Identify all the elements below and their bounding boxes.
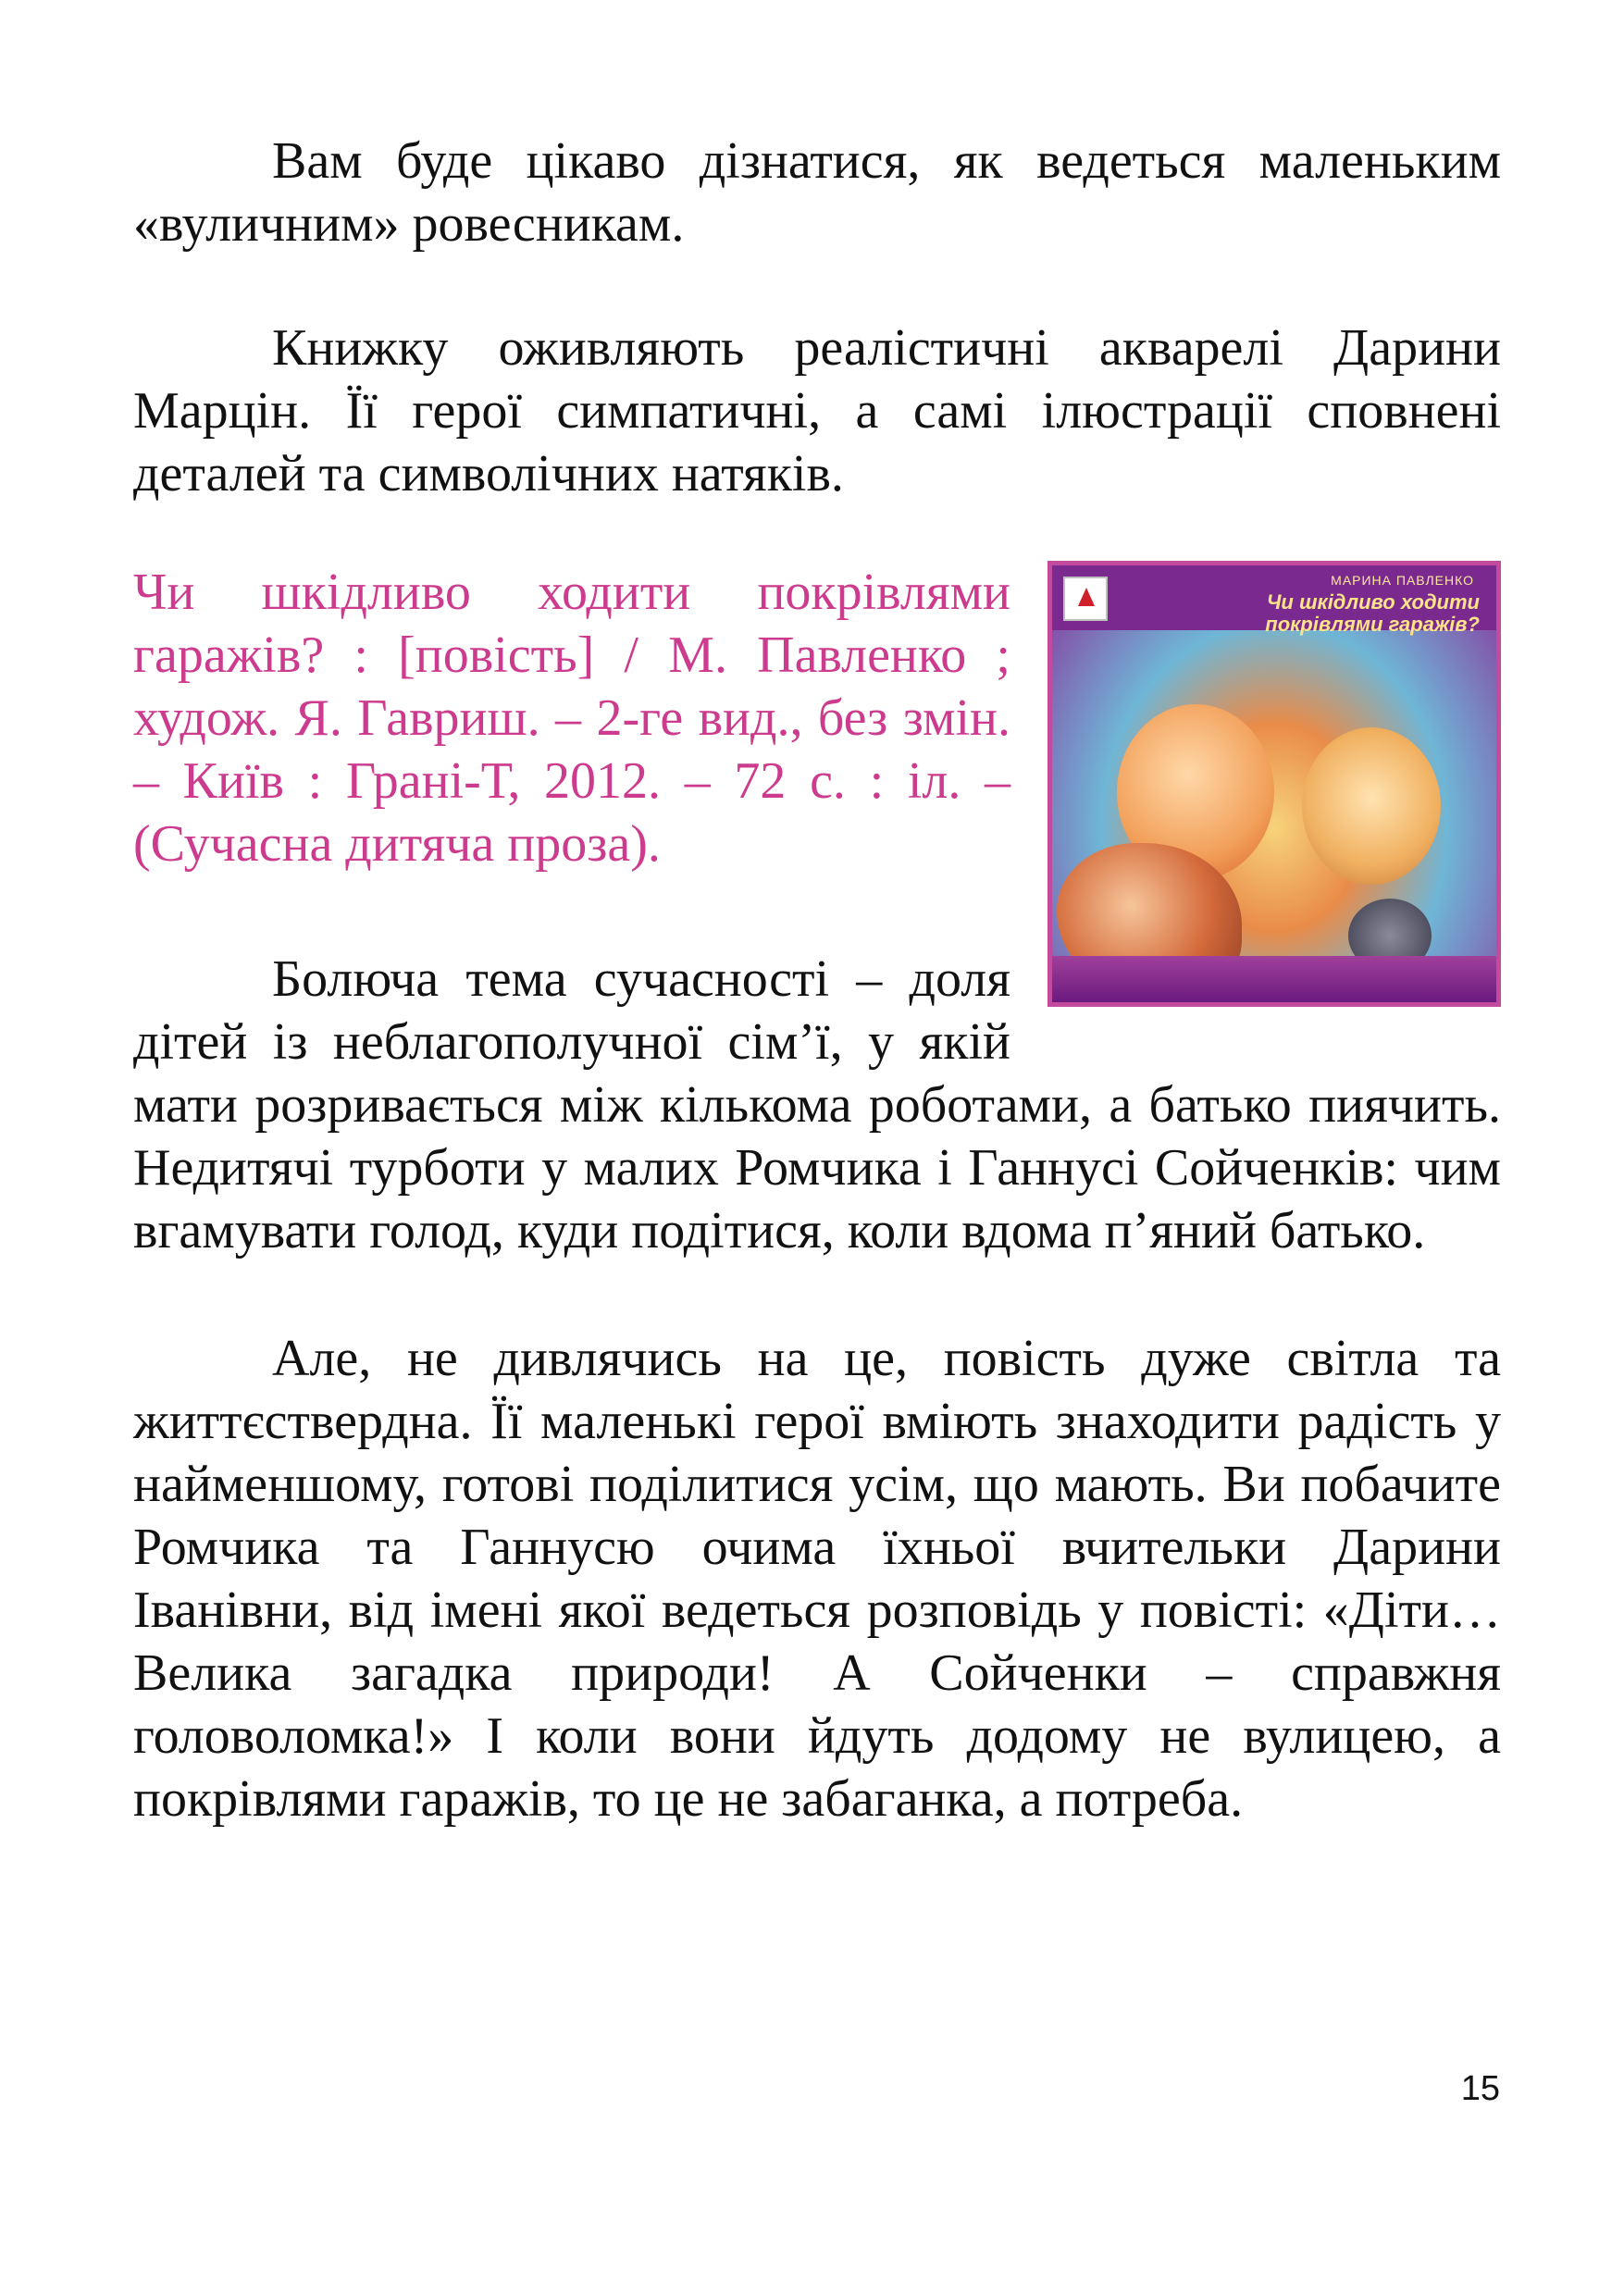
paragraph-intro: Вам буде цікаво дізнатися, як ведеться маленьким «вуличним» ровесникам. (133, 132, 1501, 253)
page-content (133, 130, 1501, 1830)
cover-bottom-band (1052, 956, 1496, 1002)
cover-title: Чи шкідливо ходити покрівлями гаражів? (1265, 590, 1480, 636)
paragraph-bright: Але, не дивлячись на це, повість дуже світла та життєствердна. Її маленькі герої вміють знаходити радість у найменшому, готові поділитися усім, що мають. Ви побачите Ромчика та Ганнусю очима їхньої вчительки Дарини Іванівни, від імені якої ведеться розповідь у повісті: «Діти… Велика загадка природи! А Сойченки – справжня головоломка!» І коли вони йдуть додому не вулицею, а покрівлями гаражів, то це не забаганка, а потреба. (133, 1330, 1501, 1828)
book-citation: Чи шкідливо ходити покрівлями гаражів? : [повість] / М. Павленко ; худож. Я. Гавриш. – 2-ге вид., без змін. – Київ : Грані-Т, 2012. – 72 с. : іл. – (Сучасна дитяча проза). (133, 564, 1010, 873)
paragraph-illustrations: Книжку оживляють реалістичні акварелі Дарини Марцін. Її герої симпатичні, а самі ілюстрації сповнені деталей та символічних натяків. (133, 319, 1501, 502)
cover-author: МАРИНА ПАВЛЕНКО (1331, 573, 1474, 588)
publisher-logo-icon (1063, 577, 1108, 621)
paragraph-theme: Болюча тема сучасності – доля дітей із неблагополучної сім’ї, у якій мати розривається між кількома роботами, а батько пиячить. Недитячі турботи у малих Ромчика і Ганнусі Сойченків: чим вгамувати голод, куди подітися, коли вдома п’яний батько. (133, 950, 1501, 1259)
cover-girl-illustration (1302, 727, 1441, 885)
page-number: 15 (1460, 2069, 1500, 2108)
book-cover-image (1048, 561, 1501, 1007)
